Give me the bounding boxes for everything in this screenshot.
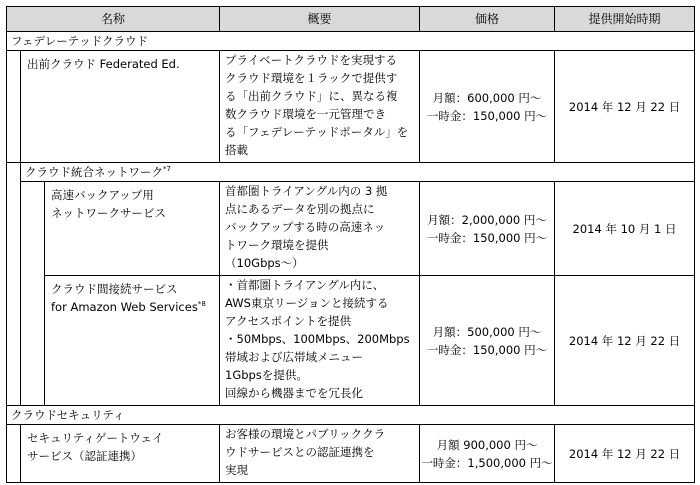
- footnote-ref: *7: [163, 165, 171, 173]
- service-start-date: 2014 年 10 月 1 日: [555, 182, 695, 276]
- service-start-date: 2014 年 12 月 22 日: [555, 276, 695, 406]
- table-row: [7, 425, 695, 483]
- footnote-ref: *8: [197, 300, 206, 308]
- table-row: [7, 51, 695, 163]
- table-row: [7, 276, 695, 406]
- header-summary: 概要: [220, 7, 420, 32]
- header-name: 名称: [7, 7, 220, 32]
- section-row: [7, 163, 695, 182]
- service-price: 月額：600,000 円～ 一時金：150,000 円～: [420, 51, 555, 163]
- service-name: 高速バックアップ用 ネットワークサービス: [45, 182, 220, 276]
- service-price: 月額：2,000,000 円～ 一時金：150,000 円～: [420, 182, 555, 276]
- service-price: 月額 900,000 円～ 一時金：1,500,000 円～: [420, 425, 555, 483]
- service-start-date: 2014 年 12 月 22 日: [555, 425, 695, 483]
- table-row: [7, 182, 695, 276]
- service-name: クラウド間接続サービス for Amazon Web Services$^{*8}$: [45, 276, 220, 406]
- header-row: [7, 7, 695, 32]
- service-summary: プライベートクラウドを実現する クラウド環境を１ラックで提供す る「出前クラウド」に、異なる複 数クラウド環境を一元管理でき る「フェデレーテッドポータル」を 搭載: [220, 51, 420, 163]
- service-table: [6, 6, 695, 483]
- header-start: 提供開始時期: [555, 7, 695, 32]
- section-row: [7, 32, 695, 51]
- section-row: [7, 406, 695, 425]
- service-summary: お客様の環境とパブリッククラ ウドサービスとの認証連携を 実現: [220, 425, 420, 483]
- header-price: 価格: [420, 7, 555, 32]
- section-label: クラウドセキュリティ: [7, 406, 220, 425]
- service-start-date: 2014 年 12 月 22 日: [555, 51, 695, 163]
- service-summary: 首都圏トライアングル内の 3 拠 点にあるデータを別の拠点に バックアップする時の高速ネッ トワーク環境を提供 （10Gbps～）: [220, 182, 420, 276]
- service-name: 出前クラウド Federated Ed.: [21, 51, 220, 163]
- section-label: クラウド統合ネットワーク$^{*7}$: [21, 163, 220, 182]
- service-price: 月額：500,000 円～ 一時金：150,000 円～: [420, 276, 555, 406]
- service-name: セキュリティゲートウェイ サービス（認証連携）: [21, 425, 220, 483]
- service-summary: ・首都圏トライアングル内に、 AWS東京リージョンと接続する アクセスポイントを提供 ・50Mbps、100Mbps、200Mbps 帯域および広帯域メニュー 1Gbpsを提供。 回線から機器までを冗長化: [220, 276, 420, 406]
- section-label: フェデレーテッドクラウド: [7, 32, 220, 51]
